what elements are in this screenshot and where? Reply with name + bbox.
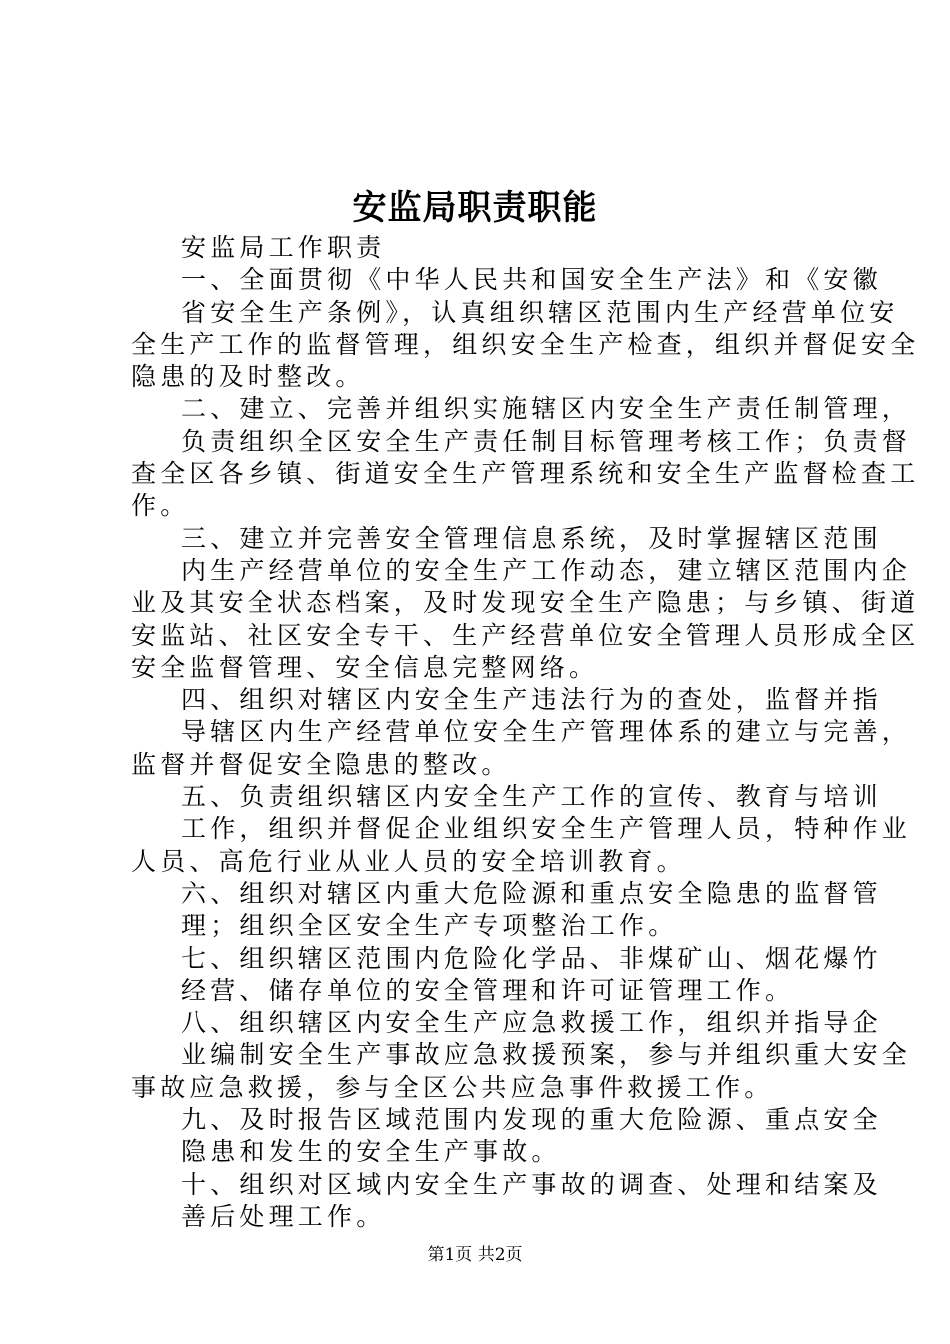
text-line: 业编制安全生产事故应急救援预案，参与并组织重大安全: [181, 1040, 912, 1070]
page-footer: 第1页 共2页: [427, 1245, 523, 1265]
text-line: 人员、高危行业从业人员的安全培训教育。: [131, 846, 686, 876]
text-line: 负责组织全区安全生产责任制目标管理考核工作；负责督: [181, 426, 912, 456]
text-line: 善后处理工作。: [181, 1201, 386, 1231]
text-line: 理；组织全区安全生产专项整治工作。: [181, 911, 678, 941]
text-line: 八、组织辖区内安全生产应急救援工作，组织并指导企: [181, 1008, 882, 1038]
text-line: 全生产工作的监督管理，组织安全生产检查，组织并督促安全: [131, 329, 920, 359]
text-line: 经营、储存单位的安全管理和许可证管理工作。: [181, 975, 795, 1005]
text-line: 五、负责组织辖区内安全生产工作的宣传、教育与培训: [181, 782, 882, 812]
text-line: 事故应急救援，参与全区公共应急事件救援工作。: [131, 1072, 774, 1102]
text-line: 十、组织对区域内安全生产事故的调查、处理和结案及: [181, 1169, 882, 1199]
text-line: 安全监督管理、安全信息完整网络。: [131, 652, 599, 682]
text-line: 二、建立、完善并组织实施辖区内安全生产责任制管理，: [181, 394, 912, 424]
text-line: 六、组织对辖区内重大危险源和重点安全隐患的监督管: [181, 878, 882, 908]
text-line: 工作，组织并督促企业组织安全生产管理人员，特种作业: [181, 814, 912, 844]
text-line: 监督并督促安全隐患的整改。: [131, 749, 511, 779]
text-line: 省安全生产条例》，认真组织辖区范围内生产经营单位安: [181, 297, 899, 327]
text-line: 导辖区内生产经营单位安全生产管理体系的建立与完善，: [181, 717, 912, 747]
text-line: 业及其安全状态档案，及时发现安全生产隐患；与乡镇、街道: [131, 588, 920, 618]
text-line: 隐患和发生的安全生产事故。: [181, 1137, 561, 1167]
document-title: 安监局职责职能: [352, 188, 598, 228]
text-line: 七、组织辖区范围内危险化学品、非煤矿山、烟花爆竹: [181, 943, 882, 973]
text-line: 查全区各乡镇、街道安全生产管理系统和安全生产监督检查工: [131, 459, 920, 489]
text-line: 安监站、社区安全专干、生产经营单位安全管理人员形成全区: [131, 620, 920, 650]
text-line: 作。: [131, 491, 190, 521]
document-body: [131, 232, 920, 1233]
text-line: 四、组织对辖区内安全生产违法行为的查处，监督并指: [181, 685, 882, 715]
text-line: 一、全面贯彻《中华人民共和国安全生产法》和《安徽: [181, 265, 882, 295]
text-line: 安监局工作职责: [181, 233, 386, 262]
text-line: 三、建立并完善安全管理信息系统，及时掌握辖区范围: [181, 523, 882, 553]
text-line: 九、及时报告区域范围内发现的重大危险源、重点安全: [181, 1105, 882, 1135]
text-line: 内生产经营单位的安全生产工作动态，建立辖区范围内企: [181, 555, 912, 585]
text-line: 隐患的及时整改。: [131, 362, 365, 392]
